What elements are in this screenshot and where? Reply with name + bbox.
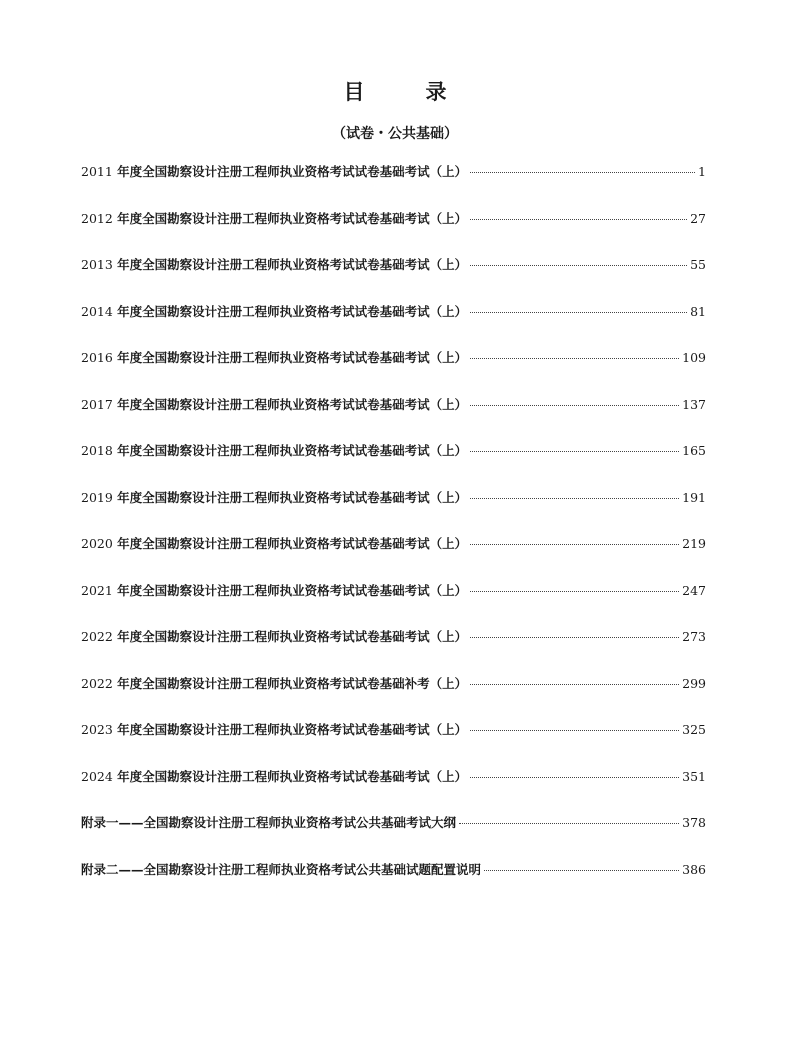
toc-entry-label (81, 253, 467, 277)
toc-entry-label (81, 811, 456, 835)
toc-entry[interactable] (81, 439, 706, 486)
toc-entry-text: 附录二——全国勘察设计注册工程师执业资格考试公共基础试题配置说明 (81, 861, 482, 877)
toc-entry-page: 109 (682, 350, 706, 365)
toc-entry-year: 2012 (81, 210, 113, 226)
page-title: 目 录 (343, 80, 467, 104)
toc-entry-label (81, 765, 467, 789)
dot-leader (470, 358, 679, 359)
toc-entry-text: 附录一——全国勘察设计注册工程师执业资格考试公共基础考试大纲 (81, 815, 457, 830)
dot-leader (470, 684, 679, 685)
toc-entry[interactable] (81, 207, 706, 254)
toc-entry-text: 年度全国勘察设计注册工程师执业资格考试试卷基础考试（上） (112, 350, 468, 365)
toc-entry-page: 299 (682, 675, 706, 691)
toc-entry[interactable] (81, 672, 706, 719)
toc-entry-text: 年度全国勘察设计注册工程师执业资格考试试卷基础考试（上） (112, 257, 468, 272)
toc-entry-page: 247 (682, 582, 706, 598)
toc-entry-label (81, 393, 467, 417)
toc-entry-page: 273 (682, 629, 706, 644)
toc-entry-appendix[interactable] (81, 811, 706, 858)
page-subtitle: （试卷・公共基础） (332, 126, 458, 142)
toc-entry-page: 55 (690, 257, 706, 272)
toc-entry-page: 219 (682, 536, 706, 551)
toc-entry-text: 年度全国勘察设计注册工程师执业资格考试试卷基础考试（上） (112, 303, 468, 319)
toc-entry-year: 2022 (81, 629, 113, 644)
toc-entry-page: 325 (682, 722, 706, 737)
toc-entry[interactable] (81, 532, 706, 579)
toc-entry[interactable] (81, 625, 706, 672)
dot-leader (470, 405, 679, 406)
toc-entry-label (81, 160, 467, 184)
toc-entry-text: 年度全国勘察设计注册工程师执业资格考试试卷基础考试（上） (112, 536, 468, 551)
dot-leader (470, 219, 687, 220)
toc-entry-text: 年度全国勘察设计注册工程师执业资格考试试卷基础考试（上） (112, 768, 468, 784)
toc-entry-year: 2024 (81, 768, 113, 784)
dot-leader (470, 172, 695, 173)
toc-entry-page: 165 (682, 443, 706, 458)
toc-entry-text: 年度全国勘察设计注册工程师执业资格考试试卷基础考试（上） (112, 396, 468, 412)
toc-entry-page: 351 (682, 768, 706, 784)
toc-entry[interactable] (81, 486, 706, 533)
toc-entry[interactable] (81, 346, 706, 393)
dot-leader (470, 544, 679, 545)
toc-entry-year: 2023 (81, 722, 113, 737)
toc-entry-label (81, 532, 467, 556)
toc-entry[interactable] (81, 393, 706, 440)
dot-leader (484, 870, 679, 871)
toc-entry-year: 2019 (81, 489, 113, 505)
toc-entry[interactable] (81, 300, 706, 347)
toc-entry-page: 27 (690, 210, 706, 226)
toc-entry-page: 81 (690, 303, 706, 319)
toc-entry-label (81, 579, 467, 603)
toc-entry-text: 年度全国勘察设计注册工程师执业资格考试试卷基础考试（上） (112, 443, 468, 458)
toc-entry-text: 年度全国勘察设计注册工程师执业资格考试试卷基础考试（上） (112, 164, 468, 179)
toc-entry-label (81, 672, 467, 696)
toc-entry-page: 137 (682, 396, 706, 412)
dot-leader (470, 637, 679, 638)
toc-entry-label (81, 346, 467, 370)
dot-leader (470, 451, 679, 452)
toc-entry-year: 2014 (81, 303, 113, 319)
toc-entry-text: 年度全国勘察设计注册工程师执业资格考试试卷基础补考（上） (112, 675, 468, 691)
toc-entry-page: 1 (698, 164, 706, 179)
dot-leader (470, 265, 687, 266)
toc-entry[interactable] (81, 579, 706, 626)
dot-leader (470, 312, 687, 313)
dot-leader (470, 591, 679, 592)
toc-entry[interactable] (81, 160, 706, 207)
toc-entry-year: 2017 (81, 396, 113, 412)
toc-entry-year: 2013 (81, 257, 113, 272)
toc-entry-year: 2016 (81, 350, 113, 365)
toc-entry-text: 年度全国勘察设计注册工程师执业资格考试试卷基础考试（上） (112, 722, 468, 737)
toc-entry-page: 191 (682, 489, 706, 505)
toc-entry[interactable] (81, 718, 706, 765)
toc-entry-label (81, 439, 467, 463)
toc-entry-page: 378 (682, 815, 706, 830)
dot-leader (470, 498, 679, 499)
toc-entry-year: 2021 (81, 582, 113, 598)
dot-leader (470, 777, 679, 778)
toc-entry-year: 2018 (81, 443, 113, 458)
toc-entry-label (81, 718, 467, 742)
dot-leader (459, 823, 679, 824)
toc-entry-text: 年度全国勘察设计注册工程师执业资格考试试卷基础考试（上） (112, 210, 468, 226)
toc-entry-label (81, 207, 467, 231)
toc-entry-label (81, 858, 481, 882)
table-of-contents (81, 160, 706, 904)
toc-entry-year: 2020 (81, 536, 113, 551)
toc-entry[interactable] (81, 765, 706, 812)
dot-leader (470, 730, 679, 731)
toc-entry-text: 年度全国勘察设计注册工程师执业资格考试试卷基础考试（上） (112, 489, 468, 505)
toc-entry-text: 年度全国勘察设计注册工程师执业资格考试试卷基础考试（上） (112, 582, 468, 598)
toc-entry-appendix[interactable] (81, 858, 706, 905)
toc-entry-page: 386 (682, 861, 706, 877)
toc-entry-label (81, 486, 467, 510)
toc-entry-label (81, 625, 467, 649)
toc-entry-year: 2011 (81, 164, 113, 179)
toc-entry-text: 年度全国勘察设计注册工程师执业资格考试试卷基础考试（上） (112, 629, 468, 644)
toc-entry-label (81, 300, 467, 324)
toc-entry[interactable] (81, 253, 706, 300)
toc-entry-year: 2022 (81, 675, 113, 691)
